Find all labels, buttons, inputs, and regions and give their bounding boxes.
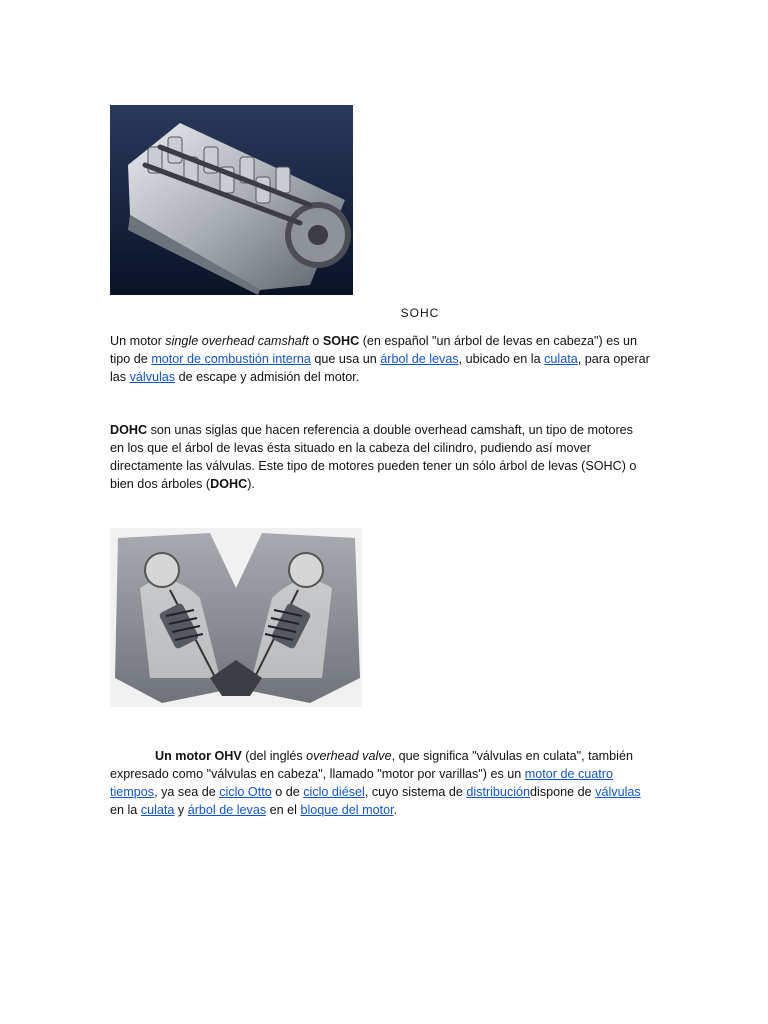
text: o [308, 334, 323, 348]
text: o de [271, 785, 304, 799]
text: , ya sea de [154, 785, 220, 799]
valve-cross-section-photo [110, 528, 362, 707]
link-culata[interactable]: culata [544, 352, 578, 366]
cylinder-head-photo [110, 105, 353, 295]
text: , cuyo sistema de [364, 785, 467, 799]
link-ciclo-diesel[interactable]: ciclo diésel [303, 785, 365, 799]
text-bold: DOHC [110, 423, 148, 437]
link-ciclo-otto[interactable]: ciclo Otto [219, 785, 272, 799]
dohc-paragraph [110, 421, 650, 493]
text: Un motor [110, 334, 166, 348]
link-culata[interactable]: culata [140, 803, 175, 817]
text: , que significa "válvulas en culata", también expresado como "válvulas en cabeza", llamado "motor por varillas") es un [110, 749, 633, 781]
link-arbol-de-levas[interactable]: árbol de levas [187, 803, 267, 817]
text-italic: single overhead camshaft [165, 334, 309, 348]
text: . [393, 803, 398, 817]
text: (en español "un árbol de levas en cabeza") es un tipo de [110, 334, 638, 366]
text: ). [247, 477, 255, 491]
text-bold: DOHC [210, 477, 248, 491]
text-bold: Un motor OHV [155, 749, 242, 763]
text-italic: overhead valve [306, 749, 392, 763]
text: y [174, 803, 188, 817]
link-distribucion[interactable]: distribución [466, 785, 531, 799]
ohv-paragraph [110, 747, 650, 819]
text: en la [110, 803, 141, 817]
figure-caption: SOHC [400, 306, 440, 320]
link-valvulas[interactable]: válvulas [595, 785, 641, 799]
text: , ubicado en la [458, 352, 545, 366]
text: que usa un [310, 352, 381, 366]
text: en el [266, 803, 301, 817]
text: (del inglés [241, 749, 307, 763]
sohc-paragraph [110, 332, 650, 386]
link-motor-cuatro-tiempos[interactable]: motor de cuatro tiempos [110, 767, 613, 799]
text: son unas siglas que hacen referencia a double overhead camshaft, un tipo de motores en los que el árbol de levas ésta situado en la cabeza del cilindro, pudiendo así mover directamente las válvulas. Este tipo de motores pueden tener un sólo árbol de levas (SOHC) o bien dos árboles ( [110, 423, 637, 491]
link-valvulas[interactable]: válvulas [129, 370, 176, 384]
text: de escape y admisión del motor. [175, 370, 360, 384]
link-bloque-del-motor[interactable]: bloque del motor [300, 803, 394, 817]
link-motor-combustion-interna[interactable]: motor de combustión interna [151, 352, 311, 366]
text: dispone de [530, 785, 596, 799]
link-arbol-de-levas[interactable]: árbol de levas [380, 352, 459, 366]
text: , para operar las [110, 352, 650, 384]
text-bold: SOHC [322, 334, 360, 348]
